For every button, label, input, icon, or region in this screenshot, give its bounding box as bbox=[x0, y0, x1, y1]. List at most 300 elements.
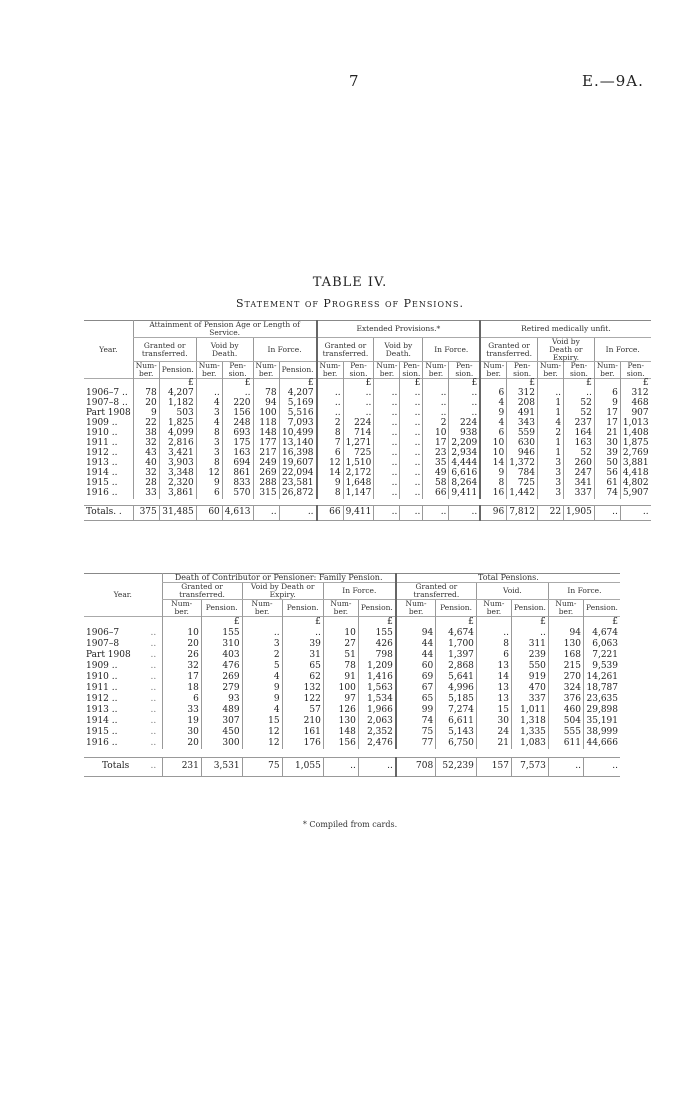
table-cell: 611 bbox=[548, 738, 583, 749]
table-cell: 6 bbox=[317, 449, 344, 459]
unit-cell: £ bbox=[358, 616, 395, 628]
table-cell: 7 bbox=[317, 439, 344, 449]
column-header: Num- ber. bbox=[323, 600, 358, 617]
table-cell: 1,700 bbox=[436, 639, 477, 650]
row-leader: .. bbox=[150, 715, 157, 726]
table-cell: 907 bbox=[620, 409, 650, 419]
table-cell: 10 bbox=[480, 449, 507, 459]
unit-row bbox=[84, 616, 620, 628]
table-cell: .. bbox=[343, 389, 374, 399]
table-row bbox=[84, 738, 620, 749]
unit-cell bbox=[242, 616, 282, 628]
unit-cell: £ bbox=[201, 616, 242, 628]
sub-header: Void by Death or Expiry. bbox=[538, 337, 595, 362]
table-cell: 33 bbox=[162, 705, 201, 716]
table-row bbox=[84, 672, 620, 683]
table-cell: 6,750 bbox=[436, 738, 477, 749]
column-header: Num- ber. bbox=[548, 600, 583, 617]
table-cell: 161 bbox=[282, 727, 323, 738]
table-cell: 4 bbox=[196, 419, 222, 429]
totals-cell: 52,239 bbox=[436, 757, 477, 776]
row-leader: .. bbox=[150, 704, 157, 715]
table-cell: 26 bbox=[162, 650, 201, 661]
unit-cell bbox=[148, 616, 162, 628]
unit-cell bbox=[84, 616, 148, 628]
table-cell: 4,674 bbox=[436, 628, 477, 639]
table-cell: 630 bbox=[507, 439, 538, 449]
totals-cell: 3,531 bbox=[201, 757, 242, 776]
table-cell: 7,274 bbox=[436, 705, 477, 716]
table-row bbox=[84, 683, 620, 694]
table-cell: 8 bbox=[196, 429, 222, 439]
column-header: Pension. bbox=[358, 600, 395, 617]
table-title: TABLE IV. bbox=[312, 275, 388, 290]
table-cell: 1,011 bbox=[511, 705, 548, 716]
table-cell: .. bbox=[400, 489, 423, 499]
column-header: Num- ber. bbox=[538, 362, 564, 379]
table-cell: 249 bbox=[253, 459, 279, 469]
table-cell: 1,318 bbox=[511, 716, 548, 727]
table-cell: 21 bbox=[594, 429, 620, 439]
table-cell: 8 bbox=[317, 489, 344, 499]
table-cell: 29,898 bbox=[583, 705, 620, 716]
sub-header: Granted or transferred. bbox=[162, 583, 242, 600]
table-cell: 237 bbox=[564, 419, 595, 429]
pensions-table-part-1 bbox=[84, 320, 651, 521]
group-header: Extended Provisions.* bbox=[317, 321, 481, 338]
table-cell: 1,416 bbox=[358, 672, 395, 683]
sub-header: Granted or transferred. bbox=[133, 337, 196, 362]
row-year: 1910 .. bbox=[86, 671, 118, 682]
table-cell: 18 bbox=[162, 683, 201, 694]
table-cell: 4 bbox=[242, 705, 282, 716]
table-cell: 97 bbox=[323, 694, 358, 705]
table-cell: .. bbox=[282, 628, 323, 639]
table-cell: 32 bbox=[162, 661, 201, 672]
totals-cell: .. bbox=[358, 757, 395, 776]
unit-cell: £ bbox=[436, 616, 477, 628]
table-cell: 91 bbox=[323, 672, 358, 683]
totals-label: Totals bbox=[102, 761, 130, 772]
table-row bbox=[84, 661, 620, 672]
row-leader: .. bbox=[150, 737, 157, 748]
unit-cell: £ bbox=[282, 616, 323, 628]
table-cell: 470 bbox=[511, 683, 548, 694]
row-leader: .. bbox=[150, 682, 157, 693]
table-cell: .. bbox=[374, 489, 400, 499]
column-header: Pension. bbox=[583, 600, 620, 617]
group-header: Attainment of Pension Age or Length of Service. bbox=[133, 321, 316, 338]
table-cell: 6 bbox=[162, 694, 201, 705]
table-cell: .. bbox=[449, 399, 480, 409]
table-cell: .. bbox=[374, 469, 400, 479]
table-cell: 1,408 bbox=[620, 429, 650, 439]
year-header: Year. bbox=[113, 590, 132, 599]
column-header: Num- ber. bbox=[253, 362, 279, 379]
column-header-row bbox=[84, 362, 651, 379]
totals-cell: 75 bbox=[242, 757, 282, 776]
table-cell: 10 bbox=[323, 628, 358, 639]
table-row bbox=[84, 727, 620, 738]
table-cell: 12 bbox=[317, 459, 344, 469]
table-cell: 10 bbox=[162, 628, 201, 639]
table-cell: 52 bbox=[564, 399, 595, 409]
totals-cell: 31,485 bbox=[159, 506, 196, 521]
table-cell: 9 bbox=[480, 469, 507, 479]
table-cell: 2 bbox=[317, 419, 344, 429]
table-cell: 9 bbox=[480, 409, 507, 419]
totals-row bbox=[84, 506, 651, 521]
table-cell: 75 bbox=[396, 727, 436, 738]
table-cell: 503 bbox=[159, 409, 196, 419]
table-cell: 10 bbox=[423, 429, 449, 439]
table-cell: .. bbox=[374, 479, 400, 489]
table-cell: 324 bbox=[548, 683, 583, 694]
table-cell: 269 bbox=[201, 672, 242, 683]
table-row bbox=[84, 639, 620, 650]
table-cell: 44 bbox=[396, 639, 436, 650]
table-cell: .. bbox=[476, 628, 511, 639]
table-cell: 74 bbox=[594, 489, 620, 499]
table-cell: 17 bbox=[423, 439, 449, 449]
row-year: 1914 .. bbox=[86, 715, 118, 726]
table-cell: 17 bbox=[594, 419, 620, 429]
table-cell: 5,185 bbox=[436, 694, 477, 705]
column-header: Pension. bbox=[159, 362, 196, 379]
row-year: 1909 .. bbox=[86, 660, 118, 671]
table-cell: 14 bbox=[476, 672, 511, 683]
table-cell: 2 bbox=[538, 429, 564, 439]
table-cell: 460 bbox=[548, 705, 583, 716]
totals-cell: 9,411 bbox=[343, 506, 374, 521]
column-header: Num- ber. bbox=[396, 600, 436, 617]
table-row bbox=[84, 705, 620, 716]
table-cell: 3 bbox=[196, 409, 222, 419]
table-cell: .. bbox=[400, 389, 423, 399]
table-cell: 450 bbox=[201, 727, 242, 738]
table-cell: 3 bbox=[196, 439, 222, 449]
table-cell: 18,787 bbox=[583, 683, 620, 694]
table-cell: 62 bbox=[282, 672, 323, 683]
row-year: 1911 .. bbox=[86, 438, 118, 449]
table-cell: 21 bbox=[476, 738, 511, 749]
table-cell: .. bbox=[423, 399, 449, 409]
table-cell: 3 bbox=[242, 639, 282, 650]
table-cell: 1,442 bbox=[507, 489, 538, 499]
sub-header: In Force. bbox=[253, 337, 317, 362]
table-cell: 1,563 bbox=[358, 683, 395, 694]
table-cell: 12 bbox=[242, 727, 282, 738]
table-cell: 208 bbox=[507, 399, 538, 409]
group-header: Death of Contributor or Pensioner: Family Pension. bbox=[162, 574, 396, 583]
group-header: Total Pensions. bbox=[396, 574, 620, 583]
table-cell: 12 bbox=[196, 469, 222, 479]
totals-cell: .. bbox=[583, 757, 620, 776]
table-cell: 66 bbox=[423, 489, 449, 499]
table-cell: 1,372 bbox=[507, 459, 538, 469]
table-cell: 217 bbox=[253, 449, 279, 459]
table-cell: 312 bbox=[620, 389, 650, 399]
table-cell: 93 bbox=[201, 694, 242, 705]
row-year: 1915 .. bbox=[86, 478, 118, 489]
column-header: Pension. bbox=[201, 600, 242, 617]
table-cell: 60 bbox=[396, 661, 436, 672]
table-cell: 13 bbox=[476, 694, 511, 705]
table-cell: 10,499 bbox=[279, 429, 316, 439]
column-header: Pen- sion. bbox=[343, 362, 374, 379]
table-cell: 30 bbox=[476, 716, 511, 727]
table-cell: 210 bbox=[282, 716, 323, 727]
footnote: * Compiled from cards. bbox=[302, 820, 398, 829]
unit-cell bbox=[548, 616, 583, 628]
table-cell: 248 bbox=[222, 419, 253, 429]
table-cell: 247 bbox=[564, 469, 595, 479]
table-cell: 4 bbox=[538, 419, 564, 429]
table-cell: 1,335 bbox=[511, 727, 548, 738]
table-cell: 337 bbox=[564, 489, 595, 499]
table-cell: 31 bbox=[282, 650, 323, 661]
table-cell: 13,140 bbox=[279, 439, 316, 449]
table-cell: 8 bbox=[480, 479, 507, 489]
table-cell: 4,444 bbox=[449, 459, 480, 469]
table-cell: 56 bbox=[594, 469, 620, 479]
table-cell: 3 bbox=[538, 469, 564, 479]
totals-cell: 7,573 bbox=[511, 757, 548, 776]
table-cell: .. bbox=[343, 399, 374, 409]
column-header: Pen- sion. bbox=[507, 362, 538, 379]
unit-cell: £ bbox=[449, 379, 480, 390]
table-cell: 10 bbox=[480, 439, 507, 449]
table-cell: 132 bbox=[282, 683, 323, 694]
pensions-table-part-2 bbox=[84, 573, 620, 777]
table-cell: 798 bbox=[358, 650, 395, 661]
table-cell: 78 bbox=[323, 661, 358, 672]
table-cell: .. bbox=[374, 429, 400, 439]
row-year: Part 1908 bbox=[86, 408, 131, 419]
unit-cell: £ bbox=[511, 616, 548, 628]
table-cell: 2,934 bbox=[449, 449, 480, 459]
table-body bbox=[84, 616, 620, 776]
table-cell: 3 bbox=[538, 489, 564, 499]
table-body bbox=[84, 379, 651, 521]
table-cell: .. bbox=[242, 628, 282, 639]
table-cell: 164 bbox=[564, 429, 595, 439]
table-cell: 177 bbox=[253, 439, 279, 449]
table-cell: 100 bbox=[323, 683, 358, 694]
totals-cell: 1,905 bbox=[564, 506, 595, 521]
table-cell: 148 bbox=[253, 429, 279, 439]
row-year: Part 1908 bbox=[86, 649, 131, 660]
row-leader: .. bbox=[150, 660, 157, 671]
table-cell: 239 bbox=[511, 650, 548, 661]
table-cell: 2,320 bbox=[159, 479, 196, 489]
table-cell: 6 bbox=[196, 489, 222, 499]
document-reference: E.—9A. bbox=[582, 72, 644, 90]
unit-cell: £ bbox=[222, 379, 253, 390]
table-cell: 176 bbox=[282, 738, 323, 749]
table-cell: 288 bbox=[253, 479, 279, 489]
table-cell: 2,868 bbox=[436, 661, 477, 672]
table-cell: 559 bbox=[507, 429, 538, 439]
column-header: Num- ber. bbox=[476, 600, 511, 617]
unit-cell: £ bbox=[564, 379, 595, 390]
table-cell: 269 bbox=[253, 469, 279, 479]
totals-cell: 60 bbox=[196, 506, 222, 521]
row-year: 1907–8 .. bbox=[86, 398, 128, 409]
table-cell: 148 bbox=[323, 727, 358, 738]
table-cell: 714 bbox=[343, 429, 374, 439]
table-cell: 4,674 bbox=[583, 628, 620, 639]
table-cell: 40 bbox=[133, 459, 159, 469]
totals-cell: 375 bbox=[133, 506, 159, 521]
table-cell: 78 bbox=[133, 389, 159, 399]
totals-cell: .. bbox=[400, 506, 423, 521]
table-cell: 4,099 bbox=[159, 429, 196, 439]
table-cell: 61 bbox=[594, 479, 620, 489]
table-cell: 168 bbox=[548, 650, 583, 661]
table-row bbox=[84, 489, 651, 499]
table-cell: 426 bbox=[358, 639, 395, 650]
totals-cell: 4,613 bbox=[222, 506, 253, 521]
sub-header: Granted or transferred. bbox=[396, 583, 477, 600]
table-cell: 3,421 bbox=[159, 449, 196, 459]
column-header: Num- ber. bbox=[594, 362, 620, 379]
table-cell: 725 bbox=[343, 449, 374, 459]
table-cell: .. bbox=[564, 389, 595, 399]
table-cell: 19 bbox=[162, 716, 201, 727]
totals-cell: .. bbox=[323, 757, 358, 776]
row-year: 1907–8 bbox=[86, 638, 120, 649]
column-header-row bbox=[84, 600, 620, 617]
table-cell: .. bbox=[400, 439, 423, 449]
table-cell: 337 bbox=[511, 694, 548, 705]
table-cell: .. bbox=[400, 459, 423, 469]
table-cell: 126 bbox=[323, 705, 358, 716]
table-cell: 2,769 bbox=[620, 449, 650, 459]
table-cell: 9 bbox=[242, 683, 282, 694]
table-cell: 224 bbox=[343, 419, 374, 429]
table-cell: .. bbox=[374, 399, 400, 409]
unit-cell: £ bbox=[507, 379, 538, 390]
table-cell: 5,143 bbox=[436, 727, 477, 738]
table-cell: 279 bbox=[201, 683, 242, 694]
table-cell: 44,666 bbox=[583, 738, 620, 749]
totals-cell: .. bbox=[423, 506, 449, 521]
table-cell: 27 bbox=[323, 639, 358, 650]
sub-header: Void by Death or Expiry. bbox=[242, 583, 323, 600]
table-cell: .. bbox=[400, 419, 423, 429]
table-cell: 6 bbox=[594, 389, 620, 399]
table-cell: 94 bbox=[253, 399, 279, 409]
column-header: Num- ber. bbox=[242, 600, 282, 617]
table-cell: 20 bbox=[162, 639, 201, 650]
table-cell: 1,271 bbox=[343, 439, 374, 449]
table-cell: .. bbox=[374, 459, 400, 469]
column-header: Num- ber. bbox=[196, 362, 222, 379]
table-cell: 9 bbox=[242, 694, 282, 705]
sub-header: In Force. bbox=[323, 583, 396, 600]
table-cell: 38,999 bbox=[583, 727, 620, 738]
table-cell: 35 bbox=[423, 459, 449, 469]
table-cell: 946 bbox=[507, 449, 538, 459]
table-cell: 23,581 bbox=[279, 479, 316, 489]
totals-cell: 7,812 bbox=[507, 506, 538, 521]
sub-header: In Force. bbox=[423, 337, 480, 362]
table-cell: 4 bbox=[480, 419, 507, 429]
table-cell: 403 bbox=[201, 650, 242, 661]
table-cell: 22 bbox=[133, 419, 159, 429]
table-cell: 156 bbox=[323, 738, 358, 749]
table-cell: 69 bbox=[396, 672, 436, 683]
unit-cell: £ bbox=[159, 379, 196, 390]
row-year: 1911 .. bbox=[86, 682, 118, 693]
column-header: Pen- sion. bbox=[400, 362, 423, 379]
year-header: Year. bbox=[99, 344, 118, 354]
table-cell: 725 bbox=[507, 479, 538, 489]
table-cell: 784 bbox=[507, 469, 538, 479]
table-cell: 163 bbox=[564, 439, 595, 449]
column-header: Pension. bbox=[279, 362, 316, 379]
unit-cell bbox=[162, 616, 201, 628]
table-row bbox=[84, 650, 620, 661]
table-cell: .. bbox=[511, 628, 548, 639]
table-cell: 6 bbox=[480, 429, 507, 439]
table-cell: 491 bbox=[507, 409, 538, 419]
table-cell: 489 bbox=[201, 705, 242, 716]
table-cell: 94 bbox=[396, 628, 436, 639]
table-cell: 5 bbox=[242, 661, 282, 672]
table-cell: 122 bbox=[282, 694, 323, 705]
table-cell: 6,616 bbox=[449, 469, 480, 479]
table-cell: 270 bbox=[548, 672, 583, 683]
table-cell: 16,398 bbox=[279, 449, 316, 459]
table-cell: 861 bbox=[222, 469, 253, 479]
table-cell: 3 bbox=[538, 479, 564, 489]
table-cell: .. bbox=[374, 409, 400, 419]
table-cell: 1,083 bbox=[511, 738, 548, 749]
table-cell: 1,147 bbox=[343, 489, 374, 499]
table-cell: 67 bbox=[396, 683, 436, 694]
table-cell: .. bbox=[400, 479, 423, 489]
table-cell: 175 bbox=[222, 439, 253, 449]
row-year: 1910 .. bbox=[86, 428, 118, 439]
table-cell: 35,191 bbox=[583, 716, 620, 727]
table-cell: .. bbox=[400, 399, 423, 409]
row-year: 1912 .. bbox=[86, 448, 118, 459]
table-cell: 2 bbox=[242, 650, 282, 661]
row-year: 1916 .. bbox=[86, 488, 118, 499]
table-cell: 16 bbox=[480, 489, 507, 499]
table-cell: .. bbox=[317, 389, 344, 399]
table-cell: 58 bbox=[423, 479, 449, 489]
table-cell: 78 bbox=[253, 389, 279, 399]
column-header: Num- ber. bbox=[374, 362, 400, 379]
table-cell: 17 bbox=[594, 409, 620, 419]
table-cell: 30 bbox=[594, 439, 620, 449]
totals-cell: .. bbox=[620, 506, 650, 521]
table-cell: 44 bbox=[396, 650, 436, 661]
table-cell: 693 bbox=[222, 429, 253, 439]
table-cell: 9,539 bbox=[583, 661, 620, 672]
row-leader: .. bbox=[150, 638, 157, 649]
table-cell: 51 bbox=[323, 650, 358, 661]
table-cell: 4,802 bbox=[620, 479, 650, 489]
table-cell: .. bbox=[400, 429, 423, 439]
table-cell: 3 bbox=[196, 449, 222, 459]
unit-cell: £ bbox=[620, 379, 650, 390]
row-leader: .. bbox=[150, 627, 157, 638]
table-cell: 33 bbox=[133, 489, 159, 499]
